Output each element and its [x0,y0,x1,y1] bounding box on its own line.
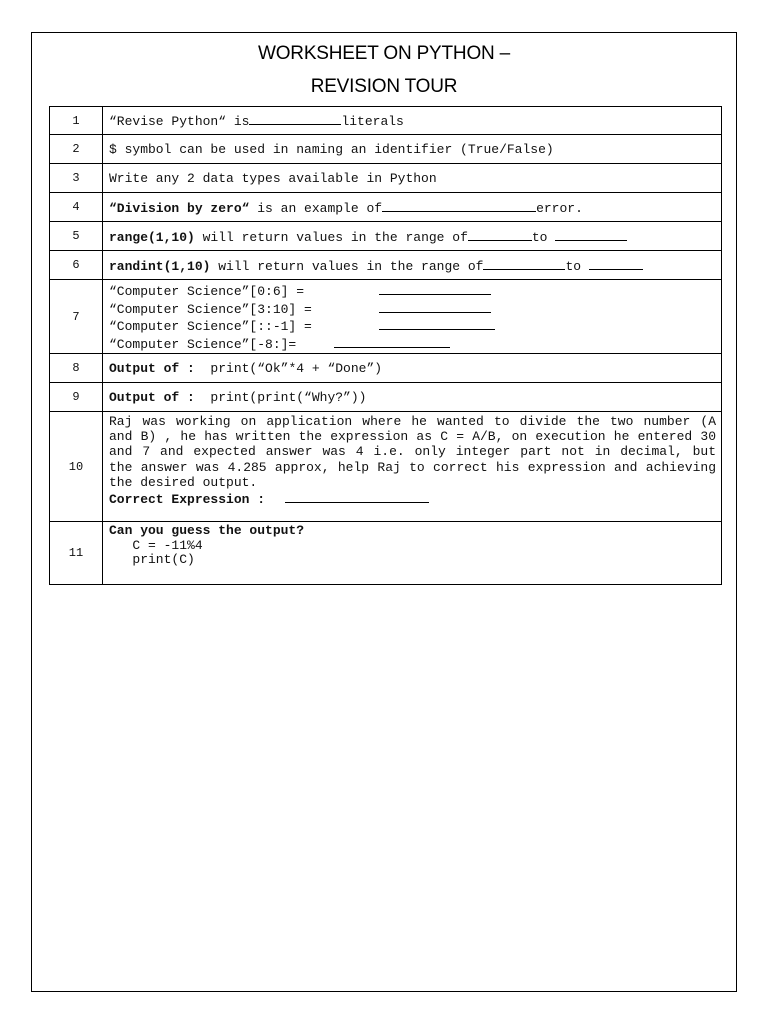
question-keyword: randint(1,10) [109,258,211,274]
question-prefix: will return values in the range of [194,229,468,245]
question-text: $ symbol can be used in naming an identifier (True/False) [103,135,722,164]
question-text [103,251,722,280]
slice-line: “Computer Science”[0:6] = [109,282,716,300]
question-text [103,354,722,383]
question-number: 1 [50,107,103,135]
question-keyword: Output of : [109,389,195,405]
question-prefix: “Revise Python“ is [109,114,250,129]
question-prefix: will return values in the range of [210,258,484,274]
question-mid: to [531,229,556,245]
question-text: Write any 2 data types available in Python [103,164,722,193]
question-number: 10 [50,412,103,522]
question-number: 4 [50,193,103,222]
question-number: 7 [50,280,103,354]
question-suffix: literals [341,114,404,129]
question-suffix: error. [536,200,583,216]
question-text [103,522,722,585]
worksheet-title-line2: REVISION TOUR [310,76,458,97]
question-number: 5 [50,222,103,251]
question-code: print(print(“Why?”)) [194,389,367,405]
questions-table [49,106,722,585]
question-number: 3 [50,164,103,193]
question-row-4 [50,193,722,222]
answer-blank-to [589,257,643,270]
question-keyword: Correct Expression : [109,492,266,508]
question-number: 6 [50,251,103,280]
question-paragraph: Raj was working on application where he wanted to divide the two number (A and B) , he has written the expression as C = A/B, on execution he entered 30 and 7 and expected answer was 4 i.e. only integer part not in decimal, but the answer was 4.285 approx, help Raj to correct his expression and achieving the desired output. [109,414,716,490]
worksheet-page [31,32,737,992]
question-prefix: is an example of [249,200,383,216]
correct-expression-line [109,490,716,507]
answer-blank [382,199,536,212]
question-row-11 [50,522,722,585]
question-number: 2 [50,135,103,164]
question-text [103,412,722,522]
question-text [103,280,722,354]
code-line: print(C) [109,552,195,568]
question-keyword: Can you guess the output? [109,523,305,539]
question-row-9 [50,383,722,412]
question-text [103,383,722,412]
question-number: 11 [50,522,103,585]
slice-line: “Computer Science”[::-1] = [109,317,716,335]
answer-blank [249,112,341,125]
question-text [103,107,722,135]
question-row-6 [50,251,722,280]
question-keyword: “Division by zero“ [109,200,250,216]
question-keyword: range(1,10) [109,229,195,245]
question-text [103,193,722,222]
question-number: 9 [50,383,103,412]
question-number: 8 [50,354,103,383]
question-mid: to [565,258,589,274]
answer-blank-to [555,228,627,241]
question-row-1 [50,107,722,135]
question-text [103,222,722,251]
answer-blank-from [483,257,565,270]
worksheet-title-line1: WORKSHEET ON PYTHON – [258,43,510,64]
question-row-8 [50,354,722,383]
answer-blank [285,490,429,503]
question-row-10 [50,412,722,522]
question-keyword: Output of : [109,360,195,376]
code-line: C = -11%4 [109,537,203,553]
question-row-7 [50,280,722,354]
slice-line: “Computer Science”[3:10] = [109,300,716,318]
question-code: print(“Ok”*4 + “Done”) [194,360,383,376]
question-row-3 [50,164,722,193]
slice-line: “Computer Science”[-8:]= [109,335,716,353]
question-row-2 [50,135,722,164]
question-row-5 [50,222,722,251]
answer-blank-from [468,228,532,241]
